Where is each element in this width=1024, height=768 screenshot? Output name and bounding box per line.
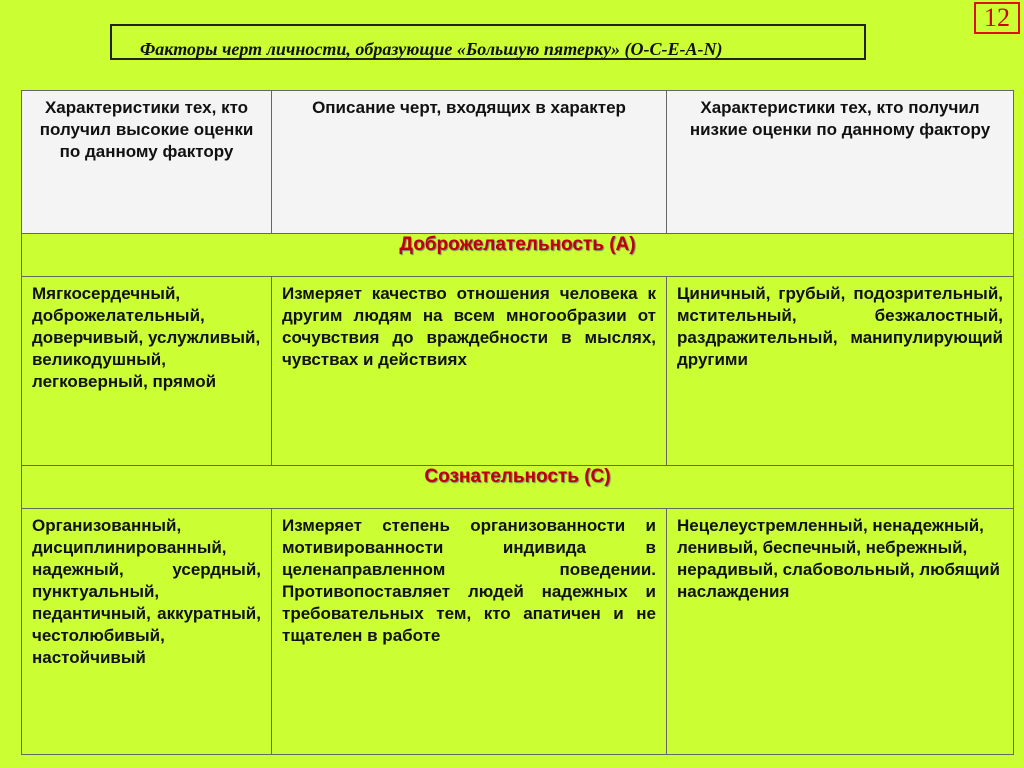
slide-title: Факторы черт личности, образующие «Большую пятерку» (О-С-Е-А-N) <box>140 39 723 59</box>
header-description: Описание черт, входящих в характер <box>272 91 667 234</box>
header-high-scores: Характеристики тех, кто получил высокие оценки по данному фактору <box>22 91 272 234</box>
header-row <box>22 91 1014 234</box>
section-title-agreeableness: Доброжелательность (А) <box>399 234 636 255</box>
section-title-conscientiousness: Сознательность (С) <box>424 466 611 487</box>
cell-description: Измеряет степень организованности и мотивированности индивида в целенаправленном поведении. Противопоставляет людей надежных и требовательных тем, кто апатичен и не тщателен в работе <box>272 509 667 755</box>
section-row-conscientiousness <box>22 466 1014 509</box>
slide-number: 12 <box>974 2 1020 34</box>
section-cell <box>22 234 1014 277</box>
section-row-agreeableness <box>22 234 1014 277</box>
table-row-agreeableness <box>22 277 1014 466</box>
cell-low-traits: Нецелеустремленный, ненадежный, ленивый, беспечный, небрежный, нерадивый, слабовольный, любящий наслаждения <box>667 509 1014 755</box>
cell-low-traits: Циничный, грубый, подозрительный, мстительный, безжалостный, раздражительный, манипулирующий другими <box>667 277 1014 466</box>
cell-description: Измеряет качество отношения человека к другим людям на всем многообразии от сочувствия до враждебности в мыслях, чувствах и действиях <box>272 277 667 466</box>
big-five-table <box>21 90 1014 755</box>
header-low-scores: Характеристики тех, кто получил низкие оценки по данному фактору <box>667 91 1014 234</box>
cell-high-traits: Мягкосердечный, доброжелательный, доверчивый, услужливый, великодушный, легковерный, прямой <box>22 277 272 466</box>
section-cell <box>22 466 1014 509</box>
cell-high-traits: Организованный, дисциплинированный, надежный, усердный, пунктуальный, педантичный, аккуратный, честолюбивый, настойчивый <box>22 509 272 755</box>
table-row-conscientiousness <box>22 509 1014 755</box>
